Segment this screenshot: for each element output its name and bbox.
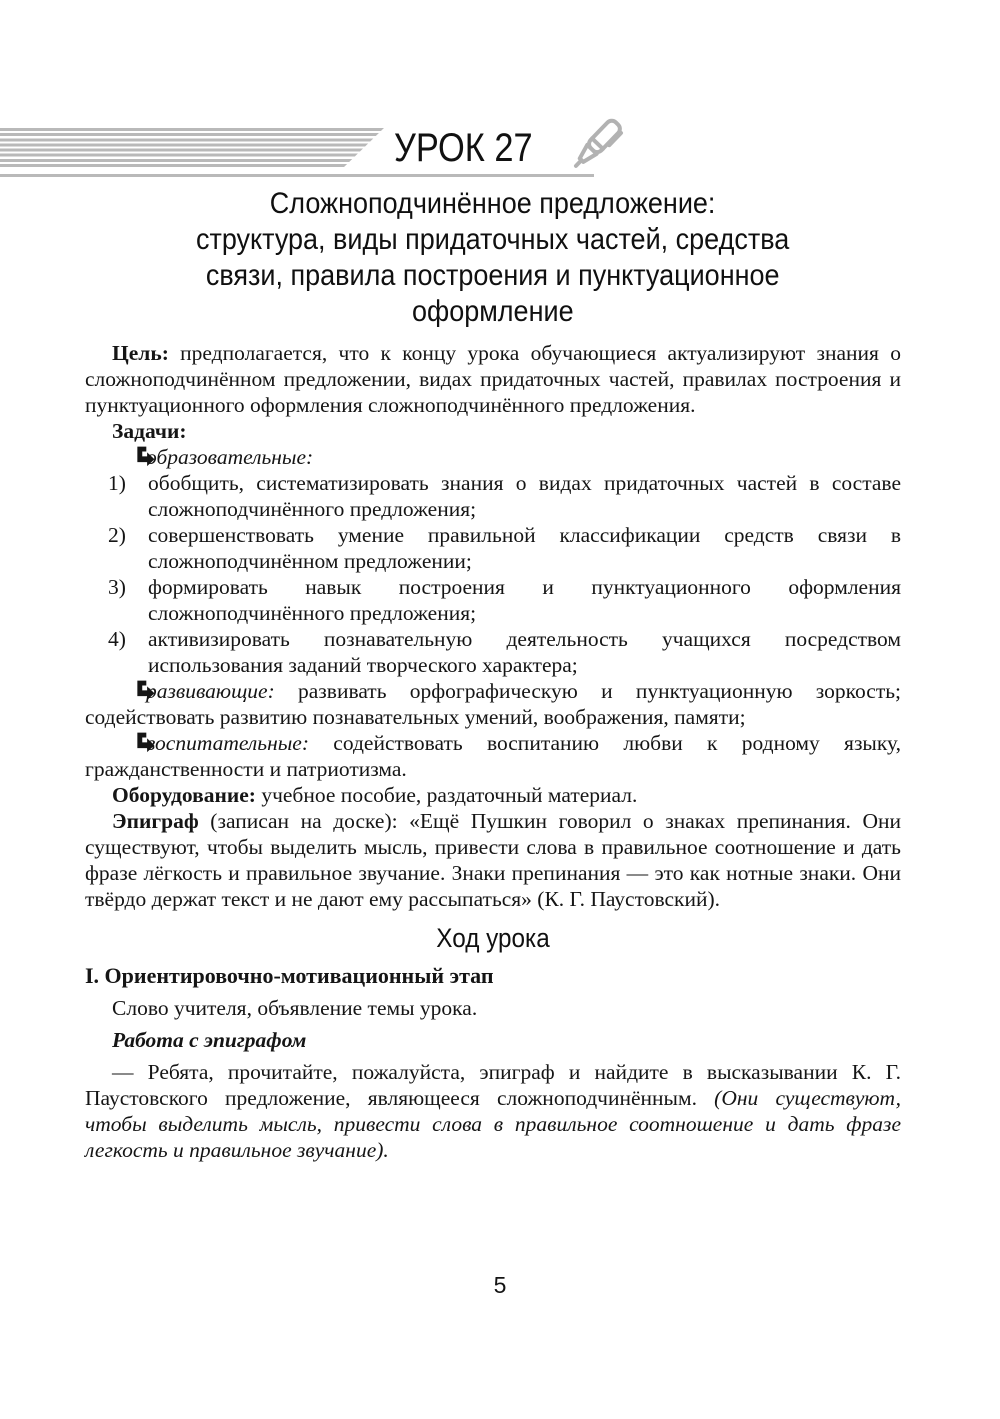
equipment-text: учебное пособие, раздаточный материал. xyxy=(255,783,638,807)
equipment-paragraph xyxy=(85,782,901,808)
tasks-heading: Задачи: xyxy=(112,419,187,443)
epigraph-text: (записан на доске): «Ещё Пушкин говорил о знаках препинания. Они существуют, чтобы выделить мысль, привести слова в правильное соотношение и дать фразе лёгкость и правильное звучание. Знаки препинания — это как нотные знаки. Они твёрдо держат текст и не дают ему рассыпаться» (К. Г. Паустовский). xyxy=(85,809,901,911)
goal-text: предполагается, что к концу урока обучающиеся актуализируют знания о сложноподчинённом предложении, видах придаточных частей, правилах построения и пунктуационного оформления сложноподчинённого предложения. xyxy=(85,341,901,417)
lesson-title xyxy=(85,186,901,330)
stage1-intro: Слово учителя, объявление темы урока. xyxy=(112,996,478,1020)
task-item-number: 1) xyxy=(108,471,126,495)
page-number: 5 xyxy=(493,1272,507,1298)
stage1-heading: I. Ориентировочно-мотивационный этап xyxy=(85,963,494,988)
lesson-title-line: связи, правила построения и пунктуационное xyxy=(206,259,780,292)
task-group-label: образовательные: xyxy=(146,445,314,469)
epigraph-paragraph xyxy=(85,808,901,912)
arrow-bullet-icon xyxy=(110,731,131,751)
lesson-number-label: УРОК 27 xyxy=(394,126,533,170)
arrow-bullet-icon xyxy=(110,445,131,465)
lesson-title-line: оформление xyxy=(412,295,574,328)
lesson-flow-heading xyxy=(85,923,901,953)
task-item xyxy=(85,522,901,574)
task-group-upbringing xyxy=(85,730,901,782)
teacher-remark-text: — Ребята, прочитайте, пожалуйста, эпиграф и найдите в высказывании К. Г. Паустовского предложение, являющееся сложноподчинённым. xyxy=(85,1060,901,1110)
header-baseline-rule xyxy=(0,174,594,177)
task-item-text: активизировать познавательную деятельность учащихся посредством использования заданий творческого характера; xyxy=(148,627,901,677)
stage1-teacher-remark xyxy=(85,1059,901,1163)
task-group-developing xyxy=(85,678,901,730)
task-item-text: формировать навык построения и пунктуационного оформления сложноподчинённого предложения; xyxy=(148,575,901,625)
task-group-text: развивать орфографическую и пунктуационную зоркость; содействовать развитию познавательных умений, воображения, памяти; xyxy=(85,679,901,729)
teacher-remark-example: (Они существуют, чтобы выделить мысль, привести слова в правильное соотношение и дать фразе легкость и правильное звучание). xyxy=(85,1086,901,1162)
lesson-title-line: структура, виды придаточных частей, средства xyxy=(196,223,790,256)
task-item-number: 3) xyxy=(108,575,126,599)
header-stripes-decoration xyxy=(0,128,384,169)
lesson-flow-heading-text: Ход урока xyxy=(436,923,550,953)
goal-paragraph xyxy=(85,340,901,418)
task-item-text: совершенствовать умение правильной классификации средств связи в сложноподчинённом предложении; xyxy=(148,523,901,573)
stage1-subheading: Работа с эпиграфом xyxy=(112,1028,307,1052)
epigraph-label: Эпиграф xyxy=(112,809,199,833)
arrow-bullet-icon xyxy=(110,679,131,699)
task-item xyxy=(85,574,901,626)
goal-label: Цель: xyxy=(112,341,169,365)
page-content xyxy=(85,186,901,1163)
task-group-text: содействовать воспитанию любви к родному языку, гражданственности и патриотизма. xyxy=(85,731,901,781)
lesson-header xyxy=(0,0,1000,190)
task-item-number: 4) xyxy=(108,627,126,651)
task-group-label: воспитательные: xyxy=(146,731,310,755)
task-group-label: развивающие: xyxy=(146,679,275,703)
task-item xyxy=(85,626,901,678)
task-item-number: 2) xyxy=(108,523,126,547)
task-group-educational xyxy=(85,444,901,470)
equipment-label: Оборудование: xyxy=(112,783,256,807)
task-item xyxy=(85,470,901,522)
task-item-text: обобщить, систематизировать знания о видах придаточных частей в составе сложноподчинённого предложения; xyxy=(148,471,901,521)
pen-icon xyxy=(549,118,637,180)
lesson-title-line: Сложноподчинённое предложение: xyxy=(270,187,716,220)
